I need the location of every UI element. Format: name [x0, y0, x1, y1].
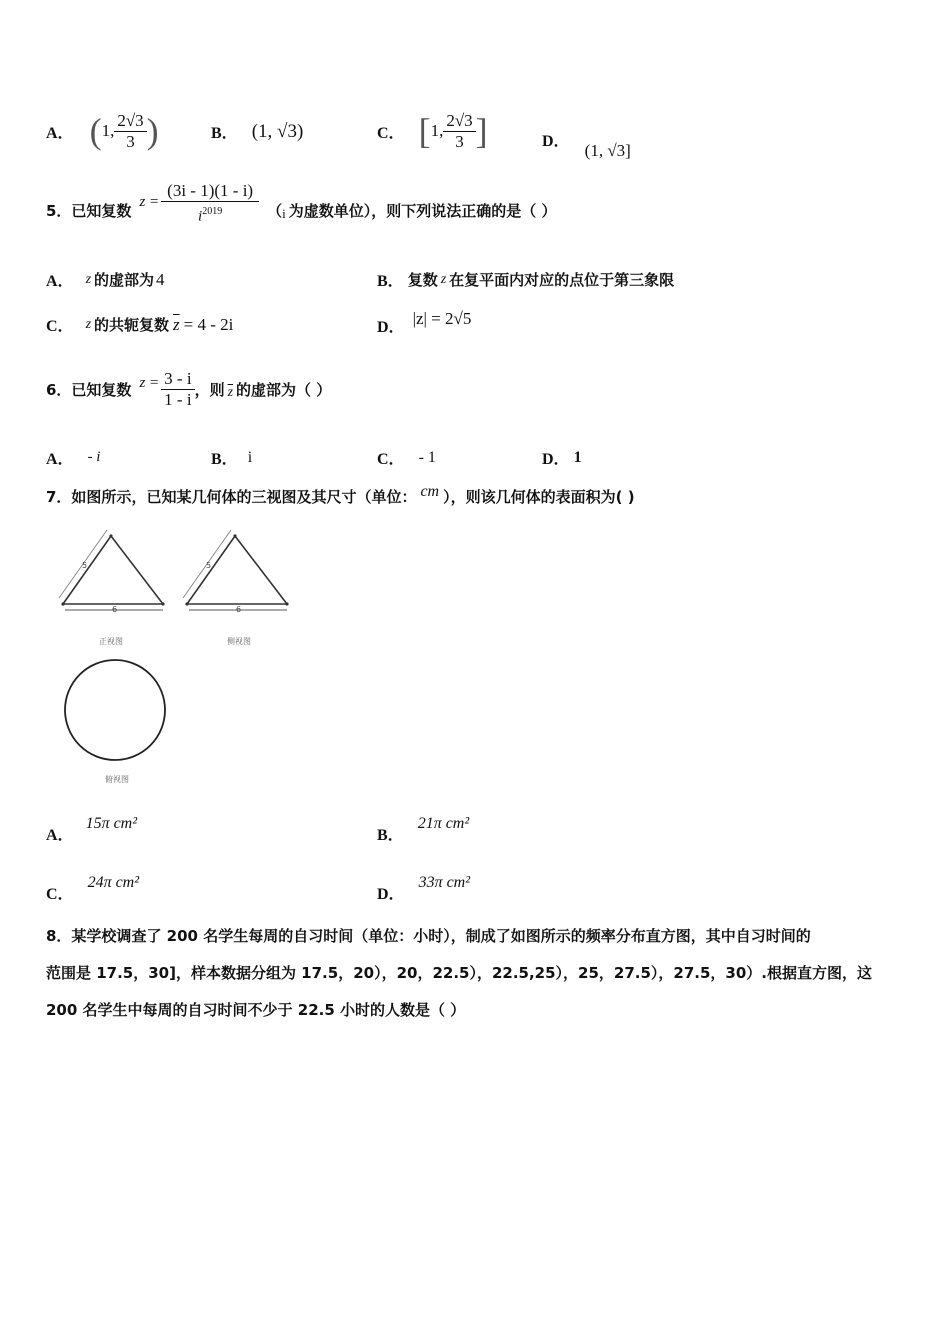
option-label: C．: [46, 318, 74, 335]
front-view: [59, 530, 165, 646]
option-label: A．: [46, 273, 74, 290]
option-label: C．: [377, 124, 405, 142]
open-bracket: [: [418, 111, 431, 151]
variable: z: [85, 316, 92, 332]
open-paren: (: [89, 111, 102, 151]
numerator: 2√3: [443, 111, 475, 132]
option-value: - 1: [418, 448, 436, 466]
option-value: - i: [87, 449, 101, 465]
option-label: A．: [46, 451, 74, 468]
question-text-line: 范围是 17.5，30]，样本数据分组为 17.5，20），20，22.5），22.5,25），25，27.5），27.5，30）.根据直方图，这: [46, 964, 872, 982]
option-label: D．: [542, 133, 570, 150]
variable: z: [85, 271, 92, 287]
option-value: 24π cm²: [87, 874, 140, 891]
unit: cm: [420, 483, 440, 500]
conjugate-z: $\overline{z}$: [227, 385, 234, 400]
option-label: B．: [211, 451, 238, 468]
option-text: 的虚部为: [94, 271, 155, 289]
q5-option-c[interactable]: [46, 313, 233, 336]
q4-option-b[interactable]: [211, 120, 303, 143]
question-text: 7．如图所示，已知某几何体的三视图及其尺寸（单位：: [46, 487, 417, 506]
variable: z: [440, 271, 447, 287]
conjugate-z: $\overline{z}$: [173, 314, 180, 334]
option-value: 15π cm²: [85, 815, 138, 832]
q6-stem: [46, 362, 331, 416]
option-value: 21π cm²: [417, 815, 470, 832]
close-paren: ): [146, 111, 159, 151]
option-label: B．: [211, 125, 238, 142]
close-bracket: ]: [475, 111, 488, 151]
option-value: (1, √3]: [584, 141, 631, 160]
option-text: 复数: [407, 271, 438, 289]
option-value: 1,: [101, 121, 115, 140]
q7-option-d[interactable]: [377, 869, 471, 903]
imaginary-unit: i: [282, 206, 286, 221]
option-value: i: [247, 448, 253, 466]
question-text: 5．已知复数: [46, 201, 132, 220]
slant-length-label: 5: [82, 561, 88, 570]
option-text: 的共轭复数: [94, 316, 170, 334]
q6-option-d[interactable]: [542, 446, 582, 469]
numerator: 3 - i: [161, 369, 194, 390]
option-value: = 4 - 2i: [183, 314, 234, 334]
q4-option-a[interactable]: [46, 106, 159, 156]
denominator: 3: [455, 131, 464, 151]
top-view-caption: 俯视图: [105, 775, 129, 784]
option-value: 1: [573, 448, 582, 466]
q7-option-a[interactable]: [46, 810, 138, 844]
q5-option-a[interactable]: [46, 268, 165, 291]
option-label: C．: [377, 451, 405, 468]
option-value: 1,: [430, 121, 444, 140]
option-value: |z| = 2√5: [412, 309, 472, 328]
question-text: 的虚部为（ ）: [236, 380, 332, 399]
denominator: i: [198, 208, 203, 225]
denominator: 3: [126, 131, 135, 151]
option-value: (1, √3): [251, 120, 304, 142]
slant-length-label: 5: [206, 561, 212, 570]
option-label: A．: [46, 124, 74, 142]
option-label: A．: [46, 827, 74, 844]
q5-option-b[interactable]: [377, 268, 674, 291]
exponent: 2019: [202, 206, 223, 218]
equation-lhs: z =: [139, 374, 160, 391]
base-length-label: 6: [236, 605, 242, 614]
fraction: [161, 369, 194, 410]
side-view-caption: 侧视图: [227, 637, 251, 646]
front-view-caption: 正视图: [99, 637, 123, 646]
q7-option-b[interactable]: [377, 810, 470, 844]
q5-stem: [46, 182, 556, 238]
fraction: [114, 111, 146, 152]
question-text: 为虚数单位），则下列说法正确的是（ ）: [288, 201, 557, 220]
option-value: 33π cm²: [418, 874, 471, 891]
question-text-line: 200 名学生中每周的自习时间不少于 22.5 小时的人数是（ ）: [46, 1001, 466, 1019]
q8-stem: [46, 918, 906, 1029]
q6-option-c[interactable]: [377, 446, 436, 469]
question-text-line: 8．某学校调查了 200 名学生每周的自习时间（单位：小时），制成了如图所示的频率分布直方图，其中自习时间的: [46, 927, 811, 945]
option-label: B．: [377, 827, 404, 844]
q4-option-d[interactable]: [542, 128, 631, 160]
option-label: C．: [46, 886, 74, 903]
q6-option-b[interactable]: [211, 446, 252, 469]
numerator: (3i - 1)(1 - i): [161, 181, 259, 202]
paren: （: [267, 201, 283, 220]
option-value: 4: [156, 269, 165, 289]
option-label: D．: [542, 451, 570, 468]
q7-stem: [46, 482, 635, 510]
q5-option-d[interactable]: [377, 306, 472, 336]
question-text: 6．已知复数: [46, 380, 132, 399]
question-text: ，则: [194, 380, 225, 399]
base-length-label: 6: [112, 605, 118, 614]
fraction: [443, 111, 475, 152]
fraction: [161, 181, 259, 227]
option-label: B．: [377, 273, 404, 290]
option-label: D．: [377, 319, 405, 336]
q4-option-c[interactable]: [377, 106, 488, 156]
q7-option-c[interactable]: [46, 869, 140, 903]
option-label: D．: [377, 886, 405, 903]
option-text: 在复平面内对应的点位于第三象限: [449, 271, 675, 289]
three-view-figure: [55, 528, 305, 790]
equation-lhs: z =: [139, 193, 160, 210]
numerator: 2√3: [114, 111, 146, 132]
top-view: [65, 660, 165, 784]
denominator: 1 - i: [164, 389, 192, 409]
question-text: ），则该几何体的表面积为( ): [443, 487, 635, 506]
side-view: [183, 530, 289, 646]
q6-option-a[interactable]: [46, 446, 100, 469]
